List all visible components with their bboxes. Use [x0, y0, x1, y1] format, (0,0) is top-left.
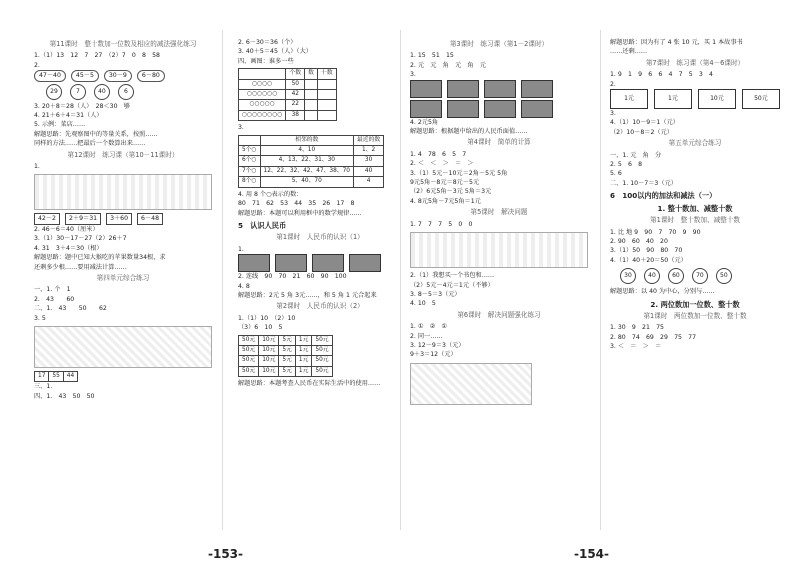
table-header: 个数 — [286, 69, 305, 79]
lesson-heading: 第12课时 练习课（第10－11课时） — [67, 150, 179, 159]
answer-line: （2）10－8＝2（元） — [610, 128, 673, 136]
answer-line: 4. 21＋6＋4＝31（人） — [34, 112, 103, 120]
table-cell: 5元 — [279, 366, 296, 376]
table-header: 最近的数 — [353, 135, 383, 145]
banknote-image — [521, 100, 553, 118]
answer-line: 2. 43 60 — [34, 295, 75, 303]
answer-line: 5. 6 — [610, 170, 622, 178]
answer-line: 1. — [34, 163, 40, 171]
answer-line: 1.（1）13 12 7 27 （2）7 0 8 58 — [34, 52, 160, 60]
answer-line: 2. 5 6 8 — [610, 161, 643, 169]
table-cell — [317, 110, 336, 120]
table-cell: 50元 — [239, 345, 259, 355]
answer-line: 2. ＜ ＜ ＞ ＝ ＞ — [410, 160, 474, 168]
answer-line: 四、画图：谁多一些 — [238, 57, 294, 65]
table-cell — [305, 100, 318, 110]
banknote-row — [238, 254, 402, 272]
answer-line: 4. 用 8 个○表示的数： — [238, 190, 303, 198]
answer-line: （2）6元5角－3元 5角＝3元 — [410, 188, 492, 196]
answer-circle: 29 — [46, 84, 62, 100]
answer-line: （2）5元－4元＝1元（不够） — [410, 281, 494, 289]
table-cell: 5元 — [279, 335, 296, 345]
answer-line: 2. — [34, 61, 40, 69]
answer-line: 解题思路：本题考查人民币在实际生活中的使用…… — [238, 380, 381, 388]
page-number-right: -154- — [574, 547, 610, 561]
lesson-heading: 第1课时 人民币的认识（1） — [276, 233, 364, 242]
answer-circle: 40 — [644, 268, 660, 284]
table-cell: 4、10 — [260, 146, 353, 156]
expression-row — [34, 213, 212, 224]
table-cell: ○○○○○ — [239, 100, 286, 110]
expression-box: 2＋9＝31 — [65, 213, 101, 224]
table-cell: 44 — [63, 371, 77, 381]
table-cell: 4 — [353, 177, 383, 187]
section-title: 1. 整十数加、减整十数 — [657, 203, 733, 213]
column-divider — [600, 30, 601, 530]
banknote-image — [238, 254, 270, 272]
expression-box: 6－48 — [137, 213, 163, 224]
answer-line: 解题思路：先观察图中的等量关系，按照…… — [34, 130, 158, 138]
lesson-heading: 第11课时 整十数加一位数及相应的减法强化练习 — [49, 40, 197, 48]
lesson-heading: 第2课时 人民币的认识（2） — [276, 302, 364, 311]
table-header: 数 — [305, 69, 318, 79]
answer-line: 1. 15 51 15 — [410, 52, 454, 60]
page153-col1 — [34, 38, 212, 401]
unit-title: 5 认识人民币 — [238, 220, 287, 230]
answer-line: 4.（1）10－9＝1（元） — [610, 119, 679, 127]
unit-title: 6 100以内的加法和减法（一） — [610, 191, 717, 201]
answer-line: 1. 4 78 6 5 7 — [410, 150, 467, 158]
money-card: 10元 — [698, 89, 736, 109]
answer-line: 四、1. 43 50 50 — [34, 392, 95, 400]
table-cell: 1元 — [295, 356, 312, 366]
page154-col1 — [410, 38, 588, 408]
answer-line: 4. 31 3＋4＝30（根） — [34, 244, 103, 252]
expression-pill: 30－9 — [104, 70, 132, 81]
table-header: 十数 — [317, 69, 336, 79]
table-cell — [317, 79, 336, 89]
answer-line: 4. 10 5 — [410, 300, 436, 308]
banknote-row — [410, 80, 588, 98]
circle-row — [46, 84, 212, 100]
banknote-image — [484, 100, 516, 118]
table-cell: 4、13、22、31、30 — [260, 156, 353, 166]
answer-line: 3.（1）30－17－27（2）26＋7 — [34, 235, 127, 243]
answer-line: 2. 同一…… — [410, 332, 443, 340]
coin-row — [610, 89, 780, 109]
table-cell: 50元 — [239, 335, 259, 345]
expression-pill: 6－80 — [137, 70, 165, 81]
answer-line: 3. 5 — [34, 314, 46, 322]
table-cell: 42 — [286, 90, 305, 100]
table-cell: 10元 — [259, 345, 279, 355]
answer-line: 一、1. 个 1 — [34, 286, 71, 294]
table-cell: 22 — [286, 100, 305, 110]
answer-line: （3）6 10 5 — [238, 324, 283, 332]
answer-line: 3. — [610, 110, 616, 118]
answer-line: 3. ＜ ＝ ＞ ＝ — [610, 343, 662, 351]
answer-line: 2. 46－6＝40（厘米） — [34, 225, 99, 233]
answer-line: 2.（1）我想买一个书包和…… — [410, 272, 495, 280]
table-cell: 5个○ — [239, 146, 261, 156]
expression-row — [34, 70, 212, 81]
banknote-image — [447, 100, 479, 118]
table-cell — [317, 90, 336, 100]
answer-line: 9＋3＝12（元） — [410, 351, 457, 359]
table-cell: 50 — [286, 79, 305, 89]
count-table — [238, 68, 337, 121]
table-cell: 1、2 — [353, 146, 383, 156]
table-cell: ○○○○ — [239, 79, 286, 89]
table-header: 相邻的数 — [260, 135, 353, 145]
banknote-image — [484, 80, 516, 98]
answer-circle: 30 — [620, 268, 636, 284]
money-card: 1元 — [610, 89, 648, 109]
answer-line: 2. 连线 90 70 21 60 90 100 — [238, 273, 347, 281]
money-card: 50元 — [742, 89, 780, 109]
table-header — [239, 69, 286, 79]
table-cell: 8个○ — [239, 177, 261, 187]
table-cell: 1元 — [295, 335, 312, 345]
circle-row — [620, 268, 780, 284]
lesson-heading: 第1课时 整十数加、减整十数 — [650, 216, 740, 225]
table-cell: 10元 — [259, 335, 279, 345]
number-table — [34, 371, 78, 382]
table-cell: 55 — [49, 371, 63, 381]
answer-line: 1.（1）10 （2）10 — [238, 314, 296, 322]
answer-line: 2. 80 74 69 29 75 77 — [610, 333, 697, 341]
answer-line: 二、1. 43 50 62 — [34, 305, 107, 313]
table-cell: 6个○ — [239, 156, 261, 166]
answer-line: 9元5角－8元＝8元－5元 — [410, 179, 480, 187]
table-cell: 10元 — [259, 356, 279, 366]
answer-line: 解题思路：题中已知大猴吃的苹果数量34根，求 — [34, 254, 166, 262]
answer-line: 1. 9 1 9 6 6 4 7 5 3 4 — [610, 71, 713, 79]
lesson-heading: 第3课时 练习课（第1－2课时） — [449, 40, 549, 48]
table-cell: 50元 — [312, 366, 332, 376]
table-cell: 5元 — [279, 356, 296, 366]
answer-line: 解题思路：本题可以利用框中的数学规律…… — [238, 209, 362, 217]
price-illustration — [410, 363, 532, 405]
banknote-image — [410, 100, 442, 118]
answer-line: 3. 40＋5＝45（人）（大） — [238, 48, 312, 56]
coin-illustration — [410, 232, 588, 268]
banknote-row — [410, 100, 588, 118]
answer-line: 解题思路：以 40 为中心，分别与…… — [610, 288, 715, 296]
table-header — [239, 135, 261, 145]
table-cell — [305, 110, 318, 120]
animals-illustration — [34, 326, 212, 368]
answer-line: 4. 2元5角 — [410, 118, 439, 126]
expression-pill: 47－40 — [34, 70, 66, 81]
answer-line: 解题思路：根据题中给出的人民币面值…… — [410, 128, 528, 136]
answer-circle: 7 — [70, 84, 86, 100]
table-cell: 50元 — [312, 335, 332, 345]
answer-line: 3. 8－5＝3（元） — [410, 290, 461, 298]
answer-circle: 70 — [692, 268, 708, 284]
answer-line: 4. 8 — [238, 282, 250, 290]
answer-line: 2. 90 60 40 20 — [610, 237, 668, 245]
answer-line: 一、1. 元 角 分 — [610, 151, 662, 159]
expression-box: 3＋60 — [106, 213, 132, 224]
lesson-heading: 第5课时 解决问题 — [470, 208, 528, 217]
answer-line: 二、1. 10－7＝3（元） — [610, 179, 677, 187]
answer-line: 同样的方法……把最后一个数算出来…… — [34, 140, 146, 148]
page154-col2 — [610, 38, 780, 352]
answer-line: 2. — [610, 80, 616, 88]
section-title: 2. 两位数加一位数、整十数 — [650, 299, 740, 309]
table-cell — [317, 100, 336, 110]
lesson-heading: 第4课时 简单的计算 — [467, 138, 531, 147]
unit-review-heading: 第四单元综合练习 — [96, 273, 150, 282]
answer-line: 还剩多少根……要用减法计算…… — [34, 263, 127, 271]
answer-line: 5. 示例：菜店…… — [34, 121, 86, 129]
answer-line: 3. 20＋8＝28（人） 28＜30 够 — [34, 102, 130, 110]
answer-line: 3.（1）50 90 80 70 — [610, 247, 683, 255]
table-cell: 10元 — [259, 366, 279, 376]
expression-pill: 45－5 — [71, 70, 99, 81]
answer-line: 80 71 62 53 44 35 26 17 8 — [238, 200, 355, 208]
banknote-image — [410, 80, 442, 98]
page-number-left: -153- — [208, 547, 244, 561]
answer-line: 4. 8元5角－7元5角＝1元 — [410, 197, 481, 205]
answer-line: 1. 7 7 7 5 0 0 — [410, 220, 473, 228]
lesson-heading: 第1课时 两位数加一位数、整十数 — [643, 311, 747, 320]
answer-line: 2. 元 元 角 元 角 元 — [410, 61, 486, 69]
expression-box: 42－2 — [34, 213, 60, 224]
lesson-heading: 第6课时 解决问题强化练习 — [457, 310, 541, 319]
page153-col2 — [238, 38, 402, 389]
table-cell: 40 — [353, 166, 383, 176]
table-cell: 50元 — [239, 356, 259, 366]
money-card: 1元 — [654, 89, 692, 109]
table-cell — [305, 90, 318, 100]
table-cell: 38 — [286, 110, 305, 120]
answer-line: 3. 12－9＝3（元） — [410, 341, 465, 349]
table-cell: 50元 — [239, 366, 259, 376]
table-cell: ○○○○○○ — [239, 90, 286, 100]
table-cell: 1元 — [295, 345, 312, 355]
money-table — [238, 335, 333, 378]
banknote-image — [349, 254, 381, 272]
table-cell: 12、22、32、42、47、38、70 — [260, 166, 353, 176]
banknote-image — [275, 254, 307, 272]
banknote-image — [521, 80, 553, 98]
table-cell: ○○○○○○○○ — [239, 110, 286, 120]
table-cell: 30 — [353, 156, 383, 166]
table-cell: 5元 — [279, 345, 296, 355]
answer-line: 4.（1）40＋20＝50（元） — [610, 256, 687, 264]
answer-line: 解题思路：因为有了 4 张 10 元，买 1 本故事书 — [610, 39, 743, 46]
neighbor-table — [238, 135, 384, 188]
answer-line: 三、1. — [34, 383, 53, 391]
answer-line: 1. 30 9 21 75 — [610, 324, 664, 332]
table-cell — [305, 79, 318, 89]
banknote-image — [312, 254, 344, 272]
table-cell: 17 — [35, 371, 49, 381]
answer-line: 1. — [238, 245, 244, 253]
answer-line: 解题思路：2元 5 角 3元……，和 5 角 1 元合起来 — [238, 291, 377, 299]
table-cell: 1元 — [295, 366, 312, 376]
answer-line: ……还剩…… — [610, 48, 648, 56]
banknote-image — [447, 80, 479, 98]
umbrella-illustration — [34, 174, 212, 210]
answer-circle: 40 — [94, 84, 110, 100]
answer-line: 2. 6－30＝36（个） — [238, 39, 297, 46]
answer-line: 1. ① ② ① — [410, 323, 447, 331]
answer-circle: 50 — [716, 268, 732, 284]
table-cell: 7个○ — [239, 166, 261, 176]
answer-line: 1. 比 地 9 90 7 70 9 90 — [610, 228, 701, 236]
answer-circle: 60 — [668, 268, 684, 284]
lesson-heading: 第7课时 练习课（第4－6课时） — [645, 58, 745, 67]
answer-line: 3. — [410, 71, 416, 79]
table-cell: 5、40、70 — [260, 177, 353, 187]
column-divider — [222, 30, 223, 530]
answer-circle: 6 — [118, 84, 134, 100]
answer-line: 3.（1）5元－10元＝2角－5元 5角 — [410, 169, 508, 177]
table-cell: 50元 — [312, 345, 332, 355]
unit-review-heading: 第五单元综合练习 — [668, 139, 722, 148]
answer-line: 3. — [238, 124, 244, 132]
table-cell: 50元 — [312, 356, 332, 366]
